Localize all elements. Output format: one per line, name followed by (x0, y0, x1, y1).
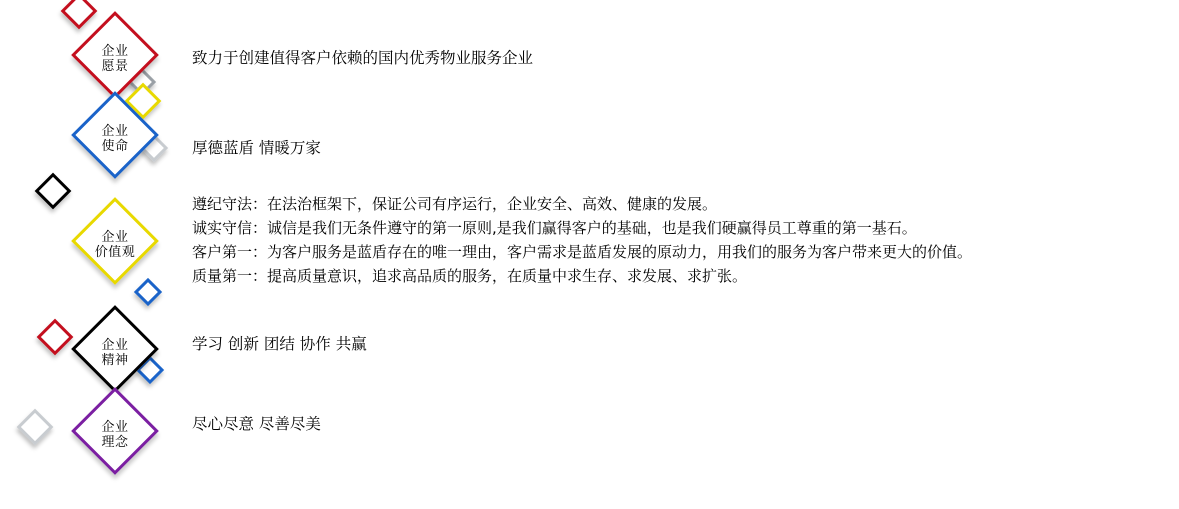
diamond-spirit-label (72, 322, 158, 384)
text-philosophy (192, 412, 321, 436)
diamond-values-label (72, 214, 158, 276)
diamond-mission-label (72, 108, 158, 170)
diamond-spirit (71, 305, 159, 393)
text-mission (192, 136, 321, 160)
decor-diamond-red-2 (37, 319, 74, 356)
text-vision (192, 46, 533, 70)
section-mission (0, 86, 1179, 176)
text-values-line-2: 诚实守信：诚信是我们无条件遵守的第一原则,是我们赢得客户的基础，也是我们硬赢得员工尊重的第一基石。 (192, 219, 917, 237)
text-philosophy-line-1: 尽心尽意 尽善尽美 (192, 415, 321, 433)
diamond-values-label-line1: 企业 (101, 230, 129, 246)
diamond-mission-label-line1: 企业 (101, 124, 129, 140)
text-values (192, 192, 972, 288)
decor-diamond-red (61, 0, 98, 29)
badge-cluster-values (20, 176, 210, 306)
text-values-line-3: 客户第一：为客户服务是蓝盾存在的唯一理由，客户需求是蓝盾发展的原动力，用我们的服务为客户带来更大的价值。 (192, 243, 973, 261)
text-mission-line-1: 厚德蓝盾 情暖万家 (192, 139, 321, 157)
diamond-mission-label-line2: 使命 (101, 139, 129, 155)
diamond-vision-label (72, 28, 158, 90)
diamond-spirit-label-line2: 精神 (101, 353, 129, 369)
decor-diamond-black (35, 173, 72, 210)
badge-cluster-philosophy (20, 382, 210, 502)
diamond-philosophy (71, 387, 159, 475)
decor-diamond-lightgray-2 (17, 409, 54, 446)
text-spirit (192, 332, 367, 356)
diamond-vision-label-line1: 企业 (101, 44, 129, 60)
text-values-line-4: 质量第一：提高质量意识，追求高品质的服务，在质量中求生存、求发展、求扩张。 (192, 267, 748, 285)
text-values-line-1: 遵纪守法：在法治框架下，保证公司有序运行，企业安全、高效、健康的发展。 (192, 195, 718, 213)
section-values (0, 176, 1179, 316)
diamond-vision-label-line2: 愿景 (101, 59, 129, 75)
diamond-values-label-line2: 价值观 (94, 245, 136, 261)
diamond-philosophy-label-line1: 企业 (101, 420, 129, 436)
diamond-philosophy-label-line2: 理念 (101, 435, 129, 451)
text-vision-line-1: 致力于创建值得客户依赖的国内优秀物业服务企业 (192, 49, 534, 67)
diamond-philosophy-label (72, 404, 158, 466)
text-spirit-line-1: 学习 创新 团结 协作 共赢 (192, 335, 367, 353)
section-spirit (0, 300, 1179, 390)
section-philosophy (0, 382, 1179, 478)
diamond-spirit-label-line1: 企业 (101, 338, 129, 354)
diamond-values (71, 197, 159, 285)
section-vision (0, 0, 1179, 96)
